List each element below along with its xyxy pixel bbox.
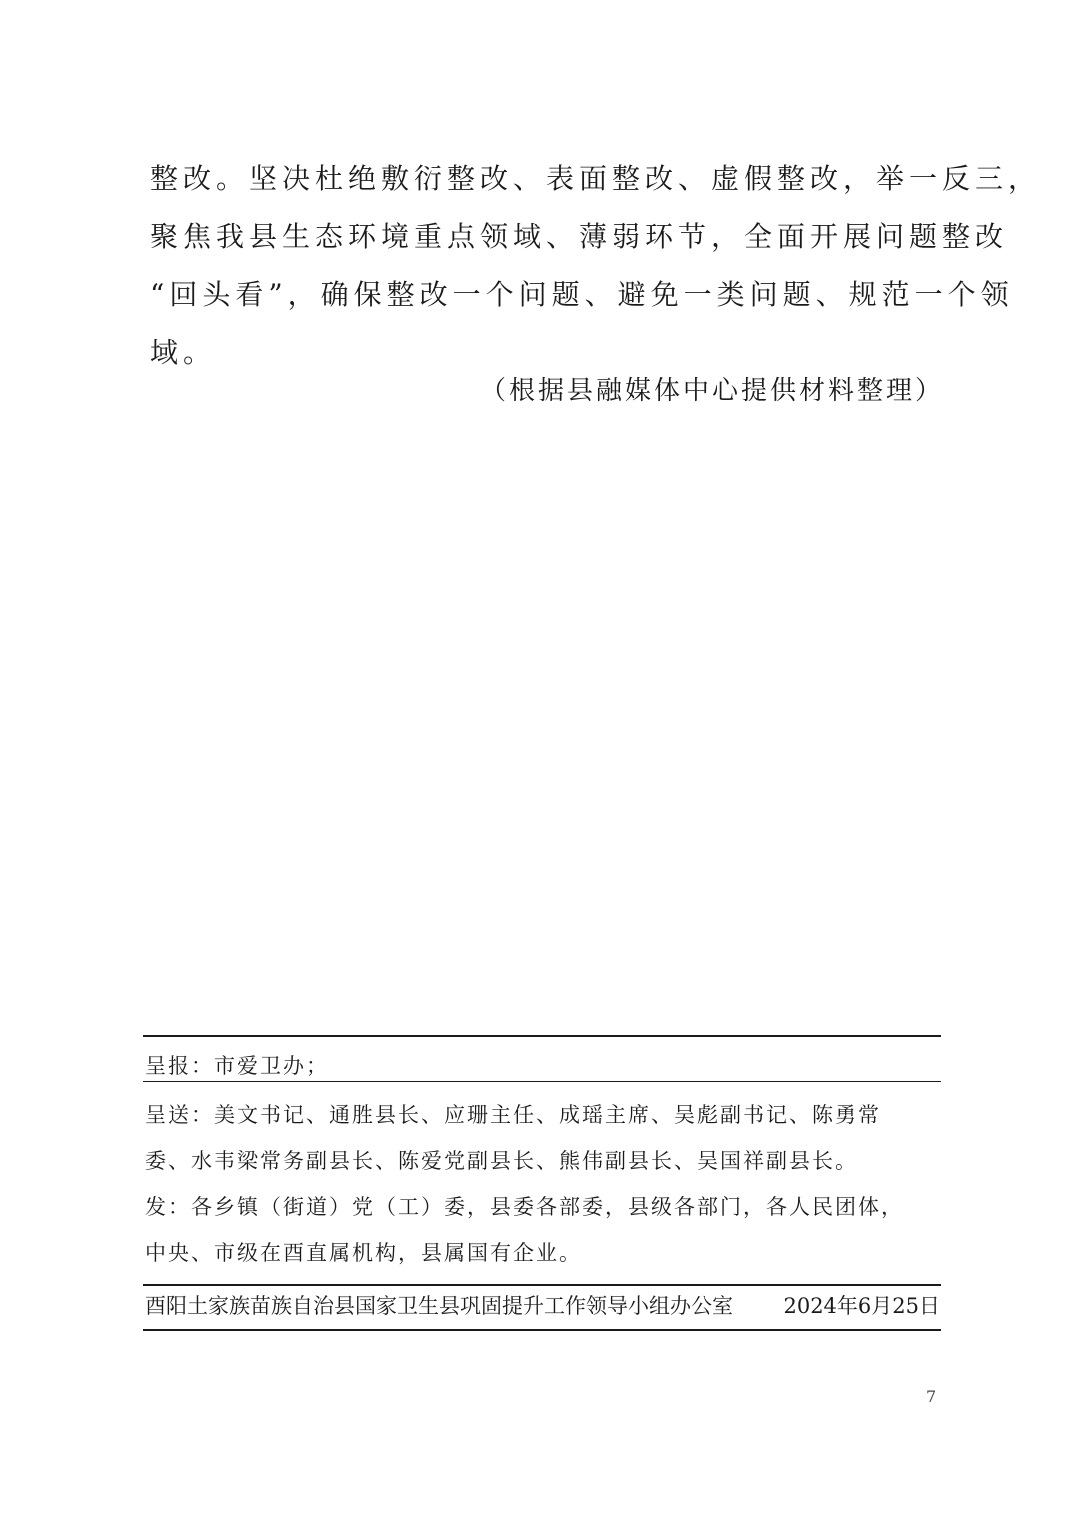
body-paragraph [150, 150, 1042, 382]
report-to-line: 呈报：市爱卫办； [145, 1054, 329, 1078]
sent-to-line: 呈送：美文书记、通胜县长、应珊主任、成瑶主席、吴彪副书记、陈勇常 [145, 1103, 881, 1127]
sent-to-line: 委、水韦梁常务副县长、陈爱党副县长、熊伟副县长、吴国祥副县长。 [145, 1149, 858, 1173]
footer-top-rule [143, 1284, 941, 1286]
source-note: （根据县融媒体中心提供材料整理） [480, 376, 945, 406]
report-divider-rule [143, 1081, 941, 1082]
page-number: 7 [926, 1387, 937, 1406]
footer-bottom-rule [143, 1329, 941, 1331]
issued-to-block [145, 1184, 945, 1276]
body-line: 聚焦我县生态环境重点领域、薄弱环节，全面开展问题整改 [150, 220, 1009, 253]
body-line: 域。 [150, 336, 217, 369]
distribution-top-rule [143, 1035, 941, 1037]
issue-date: 2024年6月25日 [783, 1294, 940, 1318]
issued-to-line: 发：各乡镇（街道）党（工）委，县委各部委，县级各部门，各人民团体， [145, 1195, 904, 1219]
issuer-footer [145, 1288, 940, 1324]
issuer-name: 酉阳土家族苗族自治县国家卫生县巩固提升工作领导小组办公室 [145, 1294, 733, 1318]
issued-to-line: 中央、市级在酉直属机构，县属国有企业。 [145, 1241, 582, 1265]
body-line: 整改。坚决杜绝敷衍整改、表面整改、虚假整改，举一反三， [150, 162, 1042, 195]
sent-to-block [145, 1092, 945, 1184]
body-line: “回头看”，确保整改一个问题、避免一类问题、规范一个领 [150, 278, 1014, 311]
